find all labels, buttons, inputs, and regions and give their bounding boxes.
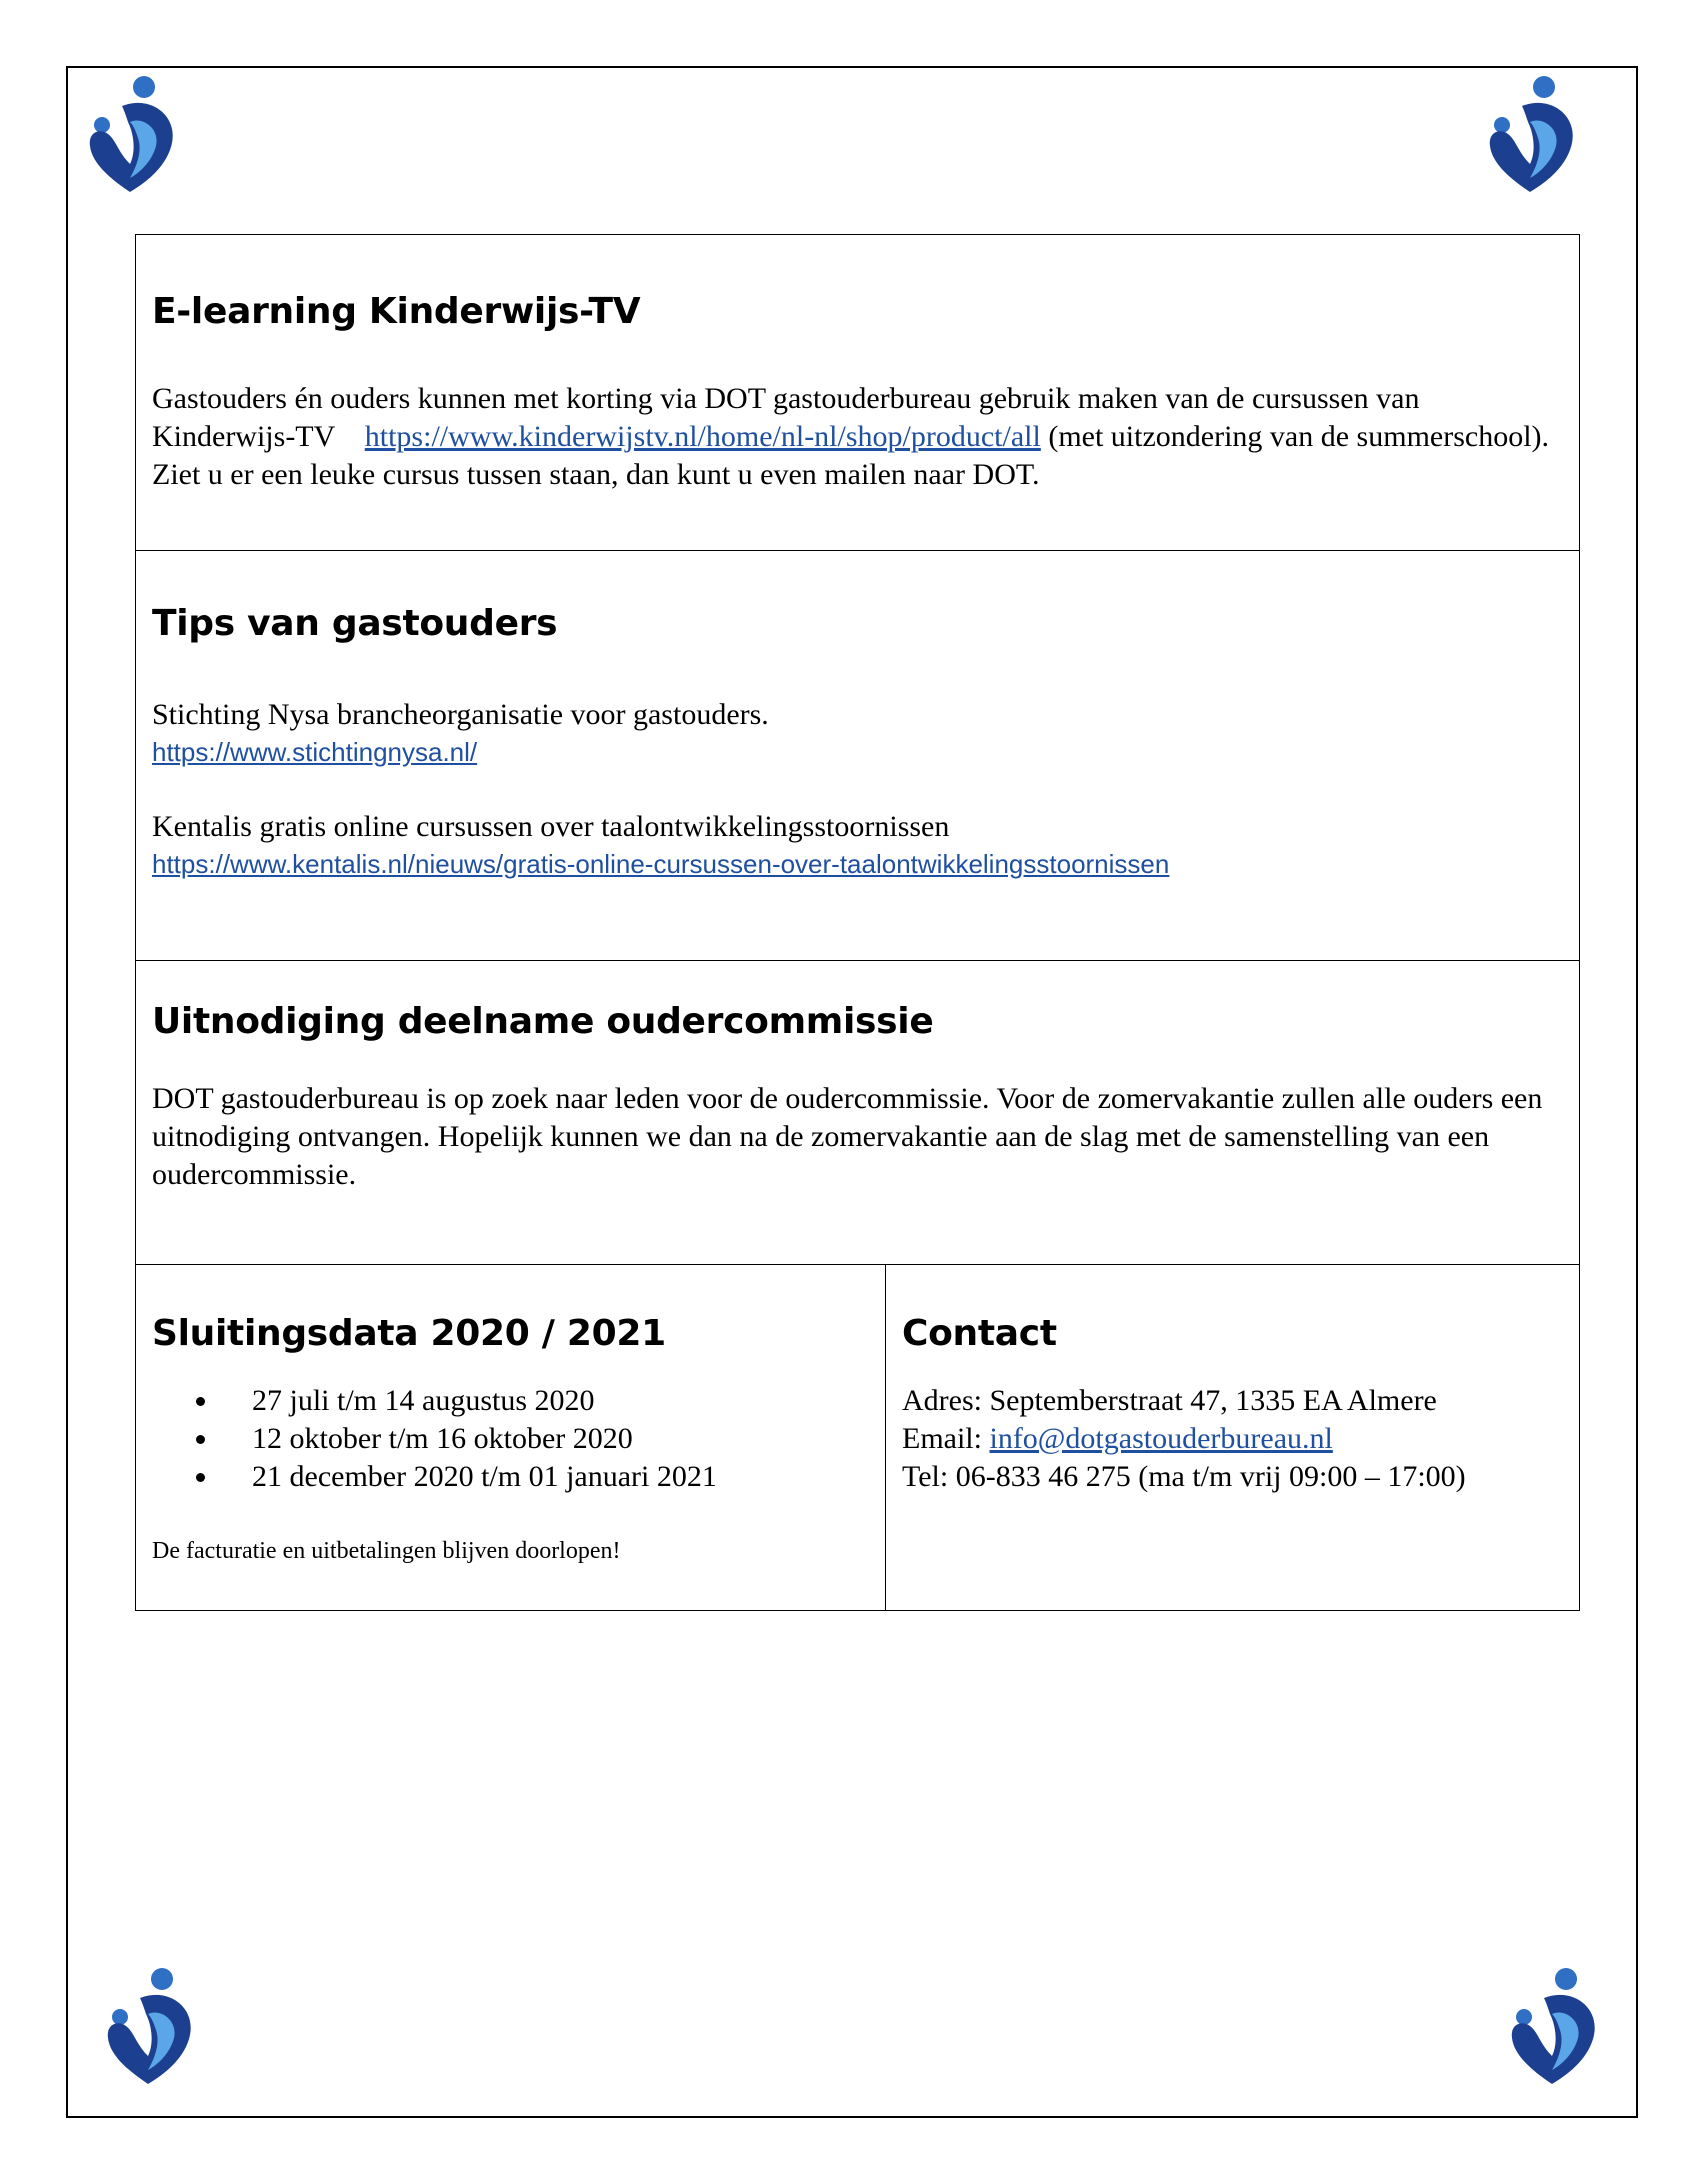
elearning-section	[136, 235, 1580, 551]
tips-heading: Tips van gastouders	[152, 603, 558, 644]
nysa-link[interactable]: https://www.stichtingnysa.nl/	[152, 737, 478, 767]
closing-date-item: • 12 oktober t/m 16 oktober 2020	[220, 1420, 869, 1458]
contact-email-label: Email:	[902, 1422, 990, 1455]
contact-address: Adres: Septemberstraat 47, 1335 EA Almere	[902, 1384, 1437, 1417]
contact-section	[886, 1265, 1580, 1611]
invite-section	[136, 961, 1580, 1265]
family-heart-logo-icon	[1478, 72, 1588, 192]
kentalis-text: Kentalis gratis online cursussen over taalontwikkelingsstoornissen	[152, 810, 950, 843]
family-heart-logo-icon	[96, 1964, 206, 2084]
closing-date-item: • 21 december 2020 t/m 01 januari 2021	[220, 1458, 869, 1496]
kinderwijstv-link[interactable]: https://www.kinderwijstv.nl/home/nl-nl/shop/product/all	[364, 420, 1041, 453]
contact-tel: Tel: 06-833 46 275 (ma t/m vrij 09:00 – 17:00)	[902, 1460, 1466, 1493]
tips-section	[136, 551, 1580, 961]
invite-heading: Uitnodiging deelname oudercommissie	[152, 1001, 934, 1042]
contact-email-line	[902, 1420, 1563, 1458]
invite-row	[136, 961, 1580, 1265]
elearning-text-2: (met uitzondering van de summerschool). Ziet u er een leuke cursus tussen staan, dan kunt u even mailen naar DOT.	[152, 420, 1550, 491]
elearning-text-1: Gastouders én ouders kunnen met korting via DOT gastouderbureau gebruik maken van de cursussen van Kinderwijs-TV	[152, 382, 1420, 453]
closing-section	[136, 1265, 886, 1611]
invite-text: DOT gastouderbureau is op zoek naar leden voor de oudercommissie. Voor de zomervakantie zullen alle ouders een uitnodiging ontvangen. Hopelijk kunnen we dan na de zomervakantie aan de slag met de samenstelling van een oudercommissie.	[152, 1082, 1543, 1191]
contact-email-link[interactable]: info@dotgastouderbureau.nl	[989, 1422, 1333, 1455]
nysa-text: Stichting Nysa brancheorganisatie voor gastouders.	[152, 698, 769, 731]
elearning-row	[136, 235, 1580, 551]
closing-dates-list	[152, 1382, 869, 1496]
elearning-heading: E-learning Kinderwijs-TV	[152, 291, 641, 332]
closing-note: De facturatie en uitbetalingen blijven doorlopen!	[152, 1538, 621, 1564]
elearning-text	[152, 380, 1563, 494]
family-heart-logo-icon	[78, 72, 188, 192]
tips-row	[136, 551, 1580, 961]
closing-date-item: • 27 juli t/m 14 augustus 2020	[220, 1382, 869, 1420]
newsletter-table	[135, 234, 1580, 1611]
family-heart-logo-icon	[1500, 1964, 1610, 2084]
closing-heading: Sluitingsdata 2020 / 2021	[152, 1313, 666, 1354]
kentalis-link[interactable]: https://www.kentalis.nl/nieuws/gratis-online-cursussen-over-taalontwikkelingsstoornissen	[152, 849, 1170, 879]
contact-heading: Contact	[902, 1313, 1057, 1354]
closing-contact-row	[136, 1265, 1580, 1611]
